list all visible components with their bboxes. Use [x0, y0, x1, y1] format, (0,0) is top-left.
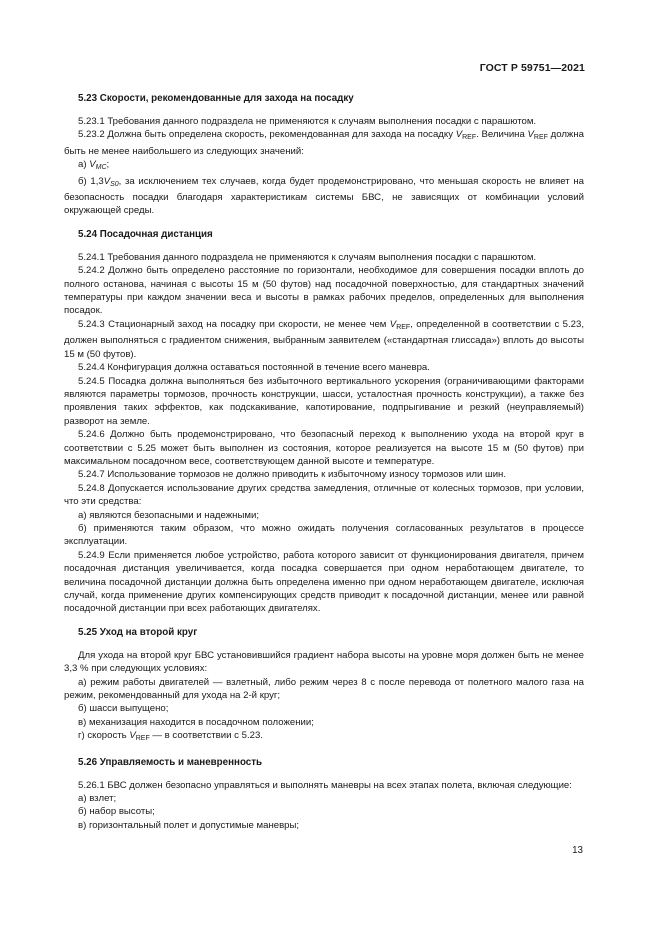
- text-run: , определенной в соответствии с 5.23, должен выполняться с градиентом снижения, выбранным заявителем («стандартная глиссада») вплоть до высоты 15 м (50 футов).: [64, 318, 584, 360]
- list-item-b: б) набор высоты;: [78, 806, 155, 818]
- symbol-v: V: [455, 129, 463, 141]
- subscript-ref: REF: [533, 134, 548, 142]
- list-item-b: б) шасси выпущено;: [78, 703, 169, 715]
- text-run: должна быть не менее наибольшего из следующих значений:: [64, 129, 584, 157]
- list-item-c: в) горизонтальный полет и допустимые маневры;: [78, 819, 300, 831]
- subscript-ref: REF: [135, 735, 150, 743]
- subscript-ref: REF: [462, 134, 477, 142]
- subscript-mc: MC: [95, 164, 107, 172]
- list-item-a: а) режим работы двигателей — взлетный, либо режим через 8 с после перевода от полетного малого газа на режим, рекомендованный для ухода на 2-й круг;: [64, 676, 584, 702]
- paragraph-5-24-3: [64, 318, 584, 361]
- symbol-v: V: [527, 129, 534, 141]
- list-item-c: в) механизация находится в посадочном положении;: [78, 716, 314, 728]
- page-content: [64, 92, 584, 832]
- item-label: б) 1,3: [78, 175, 104, 187]
- paragraph-5-24-4: 5.24.4 Конфигурация должна оставаться постоянной в течение всего маневра.: [78, 362, 430, 374]
- section-5-24-title: 5.24 Посадочная дистанция: [78, 228, 213, 240]
- symbol-v: V: [89, 159, 96, 171]
- section-5-26-title: 5.26 Управляемость и маневренность: [78, 756, 263, 768]
- list-item-b: [64, 175, 584, 218]
- subscript-s0: S0: [110, 180, 119, 188]
- page-number: 13: [572, 845, 583, 856]
- paragraph-5-24-2: 5.24.2 Должно быть определено расстояние по горизонтали, необходимое для совершения посадки вплоть до полного останова, начиная с высоты 15 м (50 футов) над посадочной поверхностью, для стандартных значений температуры при каждом значении веса и высоты в рамках рабочих пределов, определенных для выполнения посадок.: [64, 265, 584, 317]
- text-run: 5.23.2 Должна быть определена скорость, рекомендованная для захода на посадку: [78, 129, 456, 141]
- paragraph-5-24-8: 5.24.8 Допускается использование других средства замедления, отличные от колесных тормозов, при условии, что эти средства:: [64, 482, 584, 508]
- paragraph-5-24-1: 5.24.1 Требования данного подраздела не применяются к случаям выполнения посадки с парашютом.: [78, 251, 537, 263]
- paragraph-5-26-1: 5.26.1 БВС должен безопасно управляться и выполнять маневры на всех этапах полета, включая следующие:: [78, 779, 572, 791]
- list-item-b: б) применяются таким образом, что можно ожидать получения согласованных результатов в процессе эксплуатации.: [64, 522, 584, 548]
- symbol-v: V: [103, 175, 111, 187]
- paragraph-5-23-1: 5.23.1 Требования данного подраздела не применяются к случаям выполнения посадки с парашютом.: [78, 116, 537, 127]
- paragraph-5-24-5: 5.24.5 Посадка должна выполняться без избыточного вертикального ускорения (ограничивающими факторами являются параметры тормозов, прочность конструкции, шасси, усталостная прочность конструкции), а также без проявления таких эффектов, как подскакивание, капотирование, подпрыгивание и резкий (неуправляемый) разворот на земле.: [64, 375, 584, 427]
- section-5-25-title: 5.25 Уход на второй круг: [78, 626, 198, 638]
- section-5-23-title: 5.23 Скорости, рекомендованные для захода на посадку: [78, 93, 354, 104]
- text-run: г) скорость: [78, 730, 130, 742]
- list-item-d: [64, 729, 584, 745]
- symbol-v: V: [389, 318, 397, 330]
- list-item-a: [64, 158, 584, 174]
- text-run: 5.24.3 Стационарный заход на посадку при скорости, не менее чем: [78, 318, 390, 330]
- symbol-v: V: [129, 730, 136, 742]
- paragraph-5-24-7: 5.24.7 Использование тормозов не должно приводить к избыточному износу тормозов или шин.: [78, 469, 507, 481]
- text-run: . Величина: [476, 129, 528, 141]
- item-label: а): [78, 159, 90, 171]
- paragraph-5-23-2: [64, 128, 584, 158]
- text-run: , за исключением тех случаев, когда будет продемонстрировано, что меньшая скорость не влияет на безопасность посадки благодаря характеристикам системы БВС, не зависящих от комбинации условий окружающей среды.: [64, 175, 584, 217]
- list-item-a: а) взлет;: [78, 793, 117, 805]
- list-item-a: а) являются безопасными и надежными;: [78, 509, 259, 521]
- subscript-ref: REF: [396, 323, 411, 331]
- document-code: ГОСТ Р 59751—2021: [479, 62, 585, 74]
- text-run: — в соответствии с 5.23.: [149, 730, 263, 742]
- paragraph-5-25: Для ухода на второй круг БВС установившийся градиент набора высоты на уровне моря должен быть не менее 3,3 % при следующих условиях:: [64, 649, 584, 675]
- paragraph-5-24-9: 5.24.9 Если применяется любое устройство, работа которого зависит от функционирования двигателя, причем посадочная дистанция увеличивается, когда посадка совершается при одном неработающем двигателе, то величина посадочной дистанции должна быть определена именно при одном неработающем двигателе, исключая случай, когда применение других компенсирующих средств приводит к посадочной дистанции, менее или равной посадочной дистанции при всех работающих двигателях.: [64, 549, 584, 615]
- paragraph-5-24-6: 5.24.6 Должно быть продемонстрировано, что безопасный переход к выполнению ухода на второй круг в соответствии с 5.25 может быть выполнен из состояния, которое реализуется на высоте 15 м (50 футов) при максимальном посадочном весе, соответствующем данной высоте и температуре.: [64, 429, 584, 467]
- text-run: ;: [106, 159, 110, 171]
